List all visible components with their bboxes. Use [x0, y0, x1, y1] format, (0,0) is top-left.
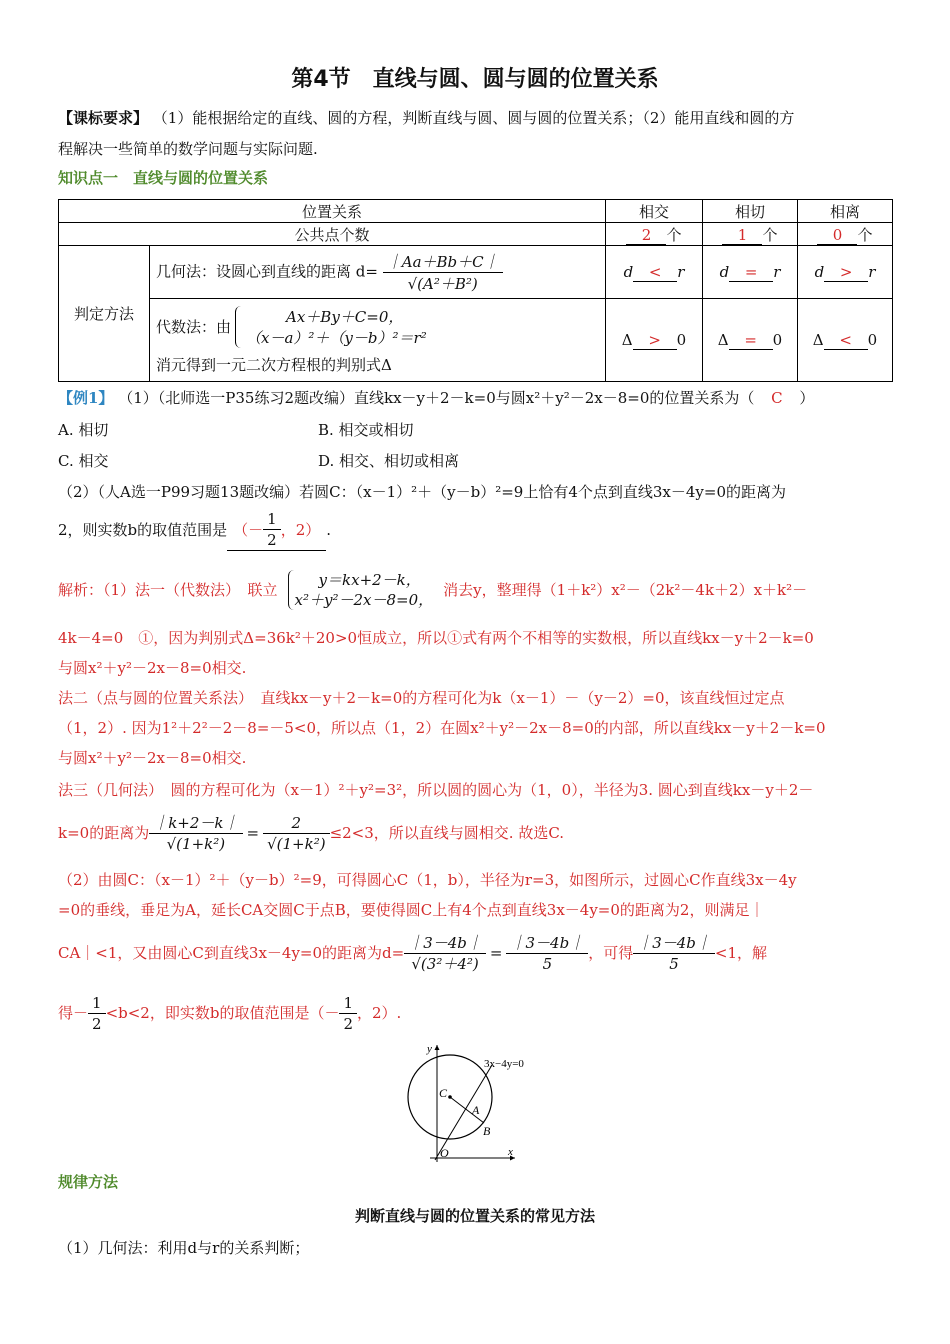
alg-eq-1: Ax＋By＋C=0，	[286, 307, 404, 326]
geo-numerator: ｜Aa＋Bb＋C｜	[383, 251, 503, 273]
solution-eq-1: y＝kx+2－k，	[318, 571, 421, 589]
solution-line-8	[58, 806, 898, 860]
solution-1a: 解析：（1）法一（代数法） 联立	[58, 581, 278, 599]
option-B: B. 相交或相切	[318, 421, 414, 439]
solution-fraction-6	[88, 993, 106, 1034]
option-C: C. 相交	[58, 452, 109, 470]
option-A: A. 相切	[58, 421, 109, 439]
solution-11b: ，可得	[588, 944, 634, 962]
solution-line-7: 法三（几何法） 圆的方程可化为（x－1）²＋y²=3²，所以圆的圆心为（1，0），半径为3. 圆心到直线kx－y＋2－	[58, 781, 814, 799]
table-cell: d > r	[798, 246, 893, 299]
unit-text: 个	[857, 225, 873, 244]
fill-blank: =	[729, 263, 773, 282]
example1-q1-close: ）	[799, 389, 815, 407]
table-header-intersect: 相交	[606, 200, 703, 223]
solution-line-5: （1，2）. 因为1²＋2²－2－8=－5<0，所以点（1，2）在圆x²＋y²－2x－8=0的内部，所以直线kx－y＋2－k=0	[58, 719, 826, 737]
curriculum-line-2: 程解决一些简单的数学问题与实际问题.	[58, 140, 318, 158]
geo-denominator: √(A²＋B²)	[407, 274, 478, 293]
fraction-num: ｜3－4b｜	[404, 933, 486, 954]
solution-line-3: 与圆x²＋y²－2x－8=0相交.	[58, 659, 247, 677]
solution-line-2: 4k－4=0 ①，因为判别式Δ=36k²＋20>0恒成立，所以①式有两个不相等的实数根，所以直线kx－y＋2－k=0	[58, 629, 814, 647]
label-B: B	[483, 1124, 491, 1138]
answer-den: 2	[267, 531, 277, 549]
solution-fraction-3	[404, 933, 486, 974]
option-D: D. 相交、相切或相离	[318, 452, 460, 470]
table-cell	[798, 223, 893, 246]
geo-fraction	[383, 251, 503, 294]
table-header-relation: 位置关系	[59, 200, 606, 223]
curriculum-line-1	[58, 108, 898, 128]
solution-line-6: 与圆x²＋y²－2x－8=0相交.	[58, 749, 247, 767]
fraction-num: ｜k+2－k｜	[149, 813, 242, 834]
solution-11a: CA｜<1，又由圆心C到直线3x－4y=0的距离为d=	[58, 944, 405, 962]
circle-figure	[400, 1040, 550, 1165]
fraction-den: √(1+k²)	[267, 834, 326, 853]
table-cell: Δ = 0	[703, 299, 798, 382]
solution-line-1	[58, 568, 898, 612]
rule-title: 判断直线与圆的位置关系的常见方法	[354, 1207, 595, 1225]
table-cell: d < r	[606, 246, 703, 299]
solution-line-10: =0的垂线，垂足为A，延长CA交圆C于点B，要使得圆C上有4个点到直线3x－4y=0的距离为2，则满足｜	[58, 901, 765, 919]
example1-q1-answer: C	[771, 389, 783, 407]
fraction-num: ｜3－4b｜	[506, 933, 588, 954]
fraction-num: ｜3－4b｜	[633, 933, 715, 954]
example1-q2b-text: 2，则实数b的取值范围是	[58, 521, 228, 539]
fill-blank: 1	[722, 226, 762, 245]
table-cell: d = r	[703, 246, 798, 299]
equals-sign: =	[246, 824, 260, 842]
table-geometric-method	[150, 246, 606, 299]
y-axis-arrow	[435, 1045, 440, 1050]
solution-system	[288, 570, 434, 610]
y-label: y	[427, 1043, 432, 1055]
example1-q1	[58, 388, 898, 408]
alg-discriminant-text: 消元得到一元二次方程根的判别式Δ	[156, 355, 392, 374]
page-title: 第4节 直线与圆、圆与圆的位置关系	[291, 67, 659, 92]
fraction-den: 5	[542, 954, 553, 973]
solution-fraction-5	[633, 933, 715, 974]
solution-8b: ≤2<3，所以直线与圆相交. 故选C.	[329, 824, 565, 842]
geo-method-text: 几何法：设圆心到直线的距离 d=	[156, 262, 378, 280]
table-cell	[703, 223, 798, 246]
label-C: C	[439, 1086, 448, 1100]
fill-blank: =	[729, 331, 773, 350]
alg-system	[235, 306, 427, 348]
solution-fraction-7	[339, 993, 357, 1034]
example-label: 【例1】	[58, 389, 114, 407]
fraction-num: 1	[88, 993, 106, 1014]
x-label: x	[508, 1146, 513, 1158]
solution-line-12	[58, 988, 898, 1038]
table-cell: Δ < 0	[798, 299, 893, 382]
answer-num: 1	[263, 509, 281, 530]
alg-eq-2: （x－a）²＋（y－b）²＝r²	[246, 328, 427, 347]
example1-q2a: （2）（人A选一P99习题13题改编）若圆C：（x－1）²＋（y－b）²=9上恰有4个点到直线3x－4y=0的距离为	[58, 483, 787, 501]
answer-left: （－	[233, 520, 264, 539]
solution-fraction-2	[263, 813, 329, 854]
example1-q2-end: .	[326, 521, 332, 539]
unit-text: 个	[666, 225, 682, 244]
line-label: 3x−4y=0	[484, 1058, 524, 1070]
example1-q2b	[58, 512, 898, 548]
fraction-den: 2	[343, 1014, 353, 1033]
solution-8a: k=0的距离为	[58, 824, 150, 842]
answer-fraction	[263, 509, 281, 550]
table-cell: Δ > 0	[606, 299, 703, 382]
unit-text: 个	[762, 225, 778, 244]
table-header-tangent: 相切	[703, 200, 798, 223]
fraction-num: 2	[263, 813, 329, 834]
fraction-den: 2	[92, 1014, 102, 1033]
fill-blank: <	[633, 263, 677, 282]
solution-12b: <b<2，即实数b的取值范围是（－	[105, 1004, 340, 1022]
solution-11c: <1，解	[714, 944, 768, 962]
table-cell	[606, 223, 703, 246]
solution-line-4: 法二（点与圆的位置关系法） 直线kx－y＋2－k=0的方程可化为k（x－1）－（y－2）=0，该直线恒过定点	[58, 689, 785, 707]
fill-blank: >	[633, 331, 677, 350]
alg-method-text: 代数法：由	[156, 318, 232, 336]
solution-fraction-1	[149, 813, 242, 854]
solution-12c: ，2）.	[357, 1004, 402, 1022]
position-relation-table	[58, 199, 893, 382]
solution-12a: 得－	[58, 1004, 89, 1022]
curriculum-label: 【课标要求】	[58, 109, 149, 127]
center-point	[448, 1095, 452, 1099]
solution-eq-2: x²＋y²－2x－8=0，	[294, 591, 434, 609]
knowledge-point-heading: 知识点一 直线与圆的位置关系	[58, 169, 269, 187]
fill-blank: 0	[817, 226, 857, 245]
fill-blank: <	[824, 331, 868, 350]
example1-q1-text: （1）（北师选一P35练习2题改编）直线kx－y＋2－k=0与圆x²＋y²－2x－8=0的位置关系为（	[118, 389, 755, 407]
rule-item-1: （1）几何法：利用d与r的关系判断；	[58, 1239, 310, 1257]
solution-line-11: CA｜<1，又由圆心C到直线3x－4y=0的距离为d= $\frac{|3-4b|}{\text{√(3²＋4²)}}$ = $\frac{|3-4b|}{5}$ ，可得 $\frac{|3-4b|}{5}$ <1，解	[58, 933, 768, 973]
table-algebraic-method	[150, 299, 606, 382]
fraction-den: √(3²＋4²)	[411, 954, 479, 973]
label-A: A	[472, 1103, 480, 1117]
rule-heading: 规律方法	[58, 1173, 119, 1191]
curriculum-text-1: （1）能根据给定的直线、圆的方程，判断直线与圆、圆与圆的位置关系；（2）能用直线和圆的方	[152, 109, 795, 127]
table-common-points-label: 公共点个数	[59, 223, 606, 246]
solution-fraction-4	[506, 933, 588, 974]
fraction-num: 1	[339, 993, 357, 1014]
fill-blank: >	[824, 263, 868, 282]
solution-line-9: （2）由圆C：（x－1）²＋（y－b）²=9，可得圆心C（1，b），半径为r=3，如图所示，过圆心C作直线3x－4y	[58, 871, 797, 889]
table-method-label: 判定方法	[59, 246, 150, 382]
example1-q2-answer	[227, 509, 326, 551]
answer-right: ，2）	[280, 520, 321, 539]
fill-blank: 2	[626, 226, 666, 245]
label-O: O	[440, 1146, 449, 1160]
fraction-den: √(1+k²)	[166, 834, 226, 853]
table-header-separate: 相离	[798, 200, 893, 223]
fraction-den: 5	[669, 954, 679, 973]
solution-1b: 消去y，整理得（1＋k²）x²－（2k²－4k＋2）x＋k²－	[443, 581, 808, 599]
